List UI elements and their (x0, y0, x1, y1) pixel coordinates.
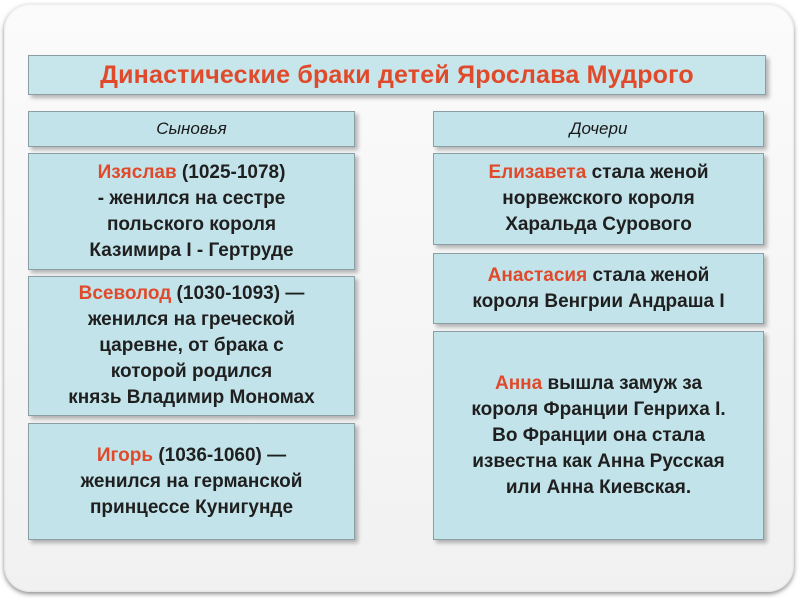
son-name: Всеволод (78, 283, 172, 304)
son-description: (1036-1060) — женился на германской принцессе Кунигунде (80, 444, 303, 518)
daughter-description: вышла замуж за короля Франции Генриха I. Во Франции она стала известна как Анна Русская или Анна Киевская. (471, 372, 726, 498)
daughter-description: стала женой короля Венгрии Андраша I (472, 264, 725, 312)
daughter-description: стала женой норвежского короля Харальда Сурового (502, 162, 709, 235)
daughter-name: Елизавета (488, 162, 587, 183)
daughter-name: Анна (494, 372, 543, 394)
title-banner (28, 55, 766, 95)
daughters-header (433, 111, 764, 147)
son-description: (1030-1093) — женился на греческой царевне, от брака с которой родился князь Владимир Мономах (68, 283, 315, 408)
son-card-vsevolod (28, 276, 355, 416)
daughter-card-anastasiya (433, 253, 764, 324)
son-name: Игорь (96, 444, 154, 466)
son-card-izyaslav (28, 153, 355, 270)
sons-header-label: Сыновья (156, 119, 227, 138)
son-description: (1025-1078) - женился на сестре польского короля Казимира I - Гертруде (89, 161, 294, 261)
daughter-card-anna (433, 331, 764, 540)
daughters-header-label: Дочери (569, 119, 628, 138)
daughter-name: Анастасия (487, 264, 588, 286)
sons-header (28, 111, 355, 147)
son-name: Изяслав (97, 161, 177, 183)
page-title: Династические браки детей Ярослава Мудрого (100, 60, 694, 89)
daughter-card-elizaveta (433, 153, 764, 245)
son-card-igor (28, 423, 355, 540)
